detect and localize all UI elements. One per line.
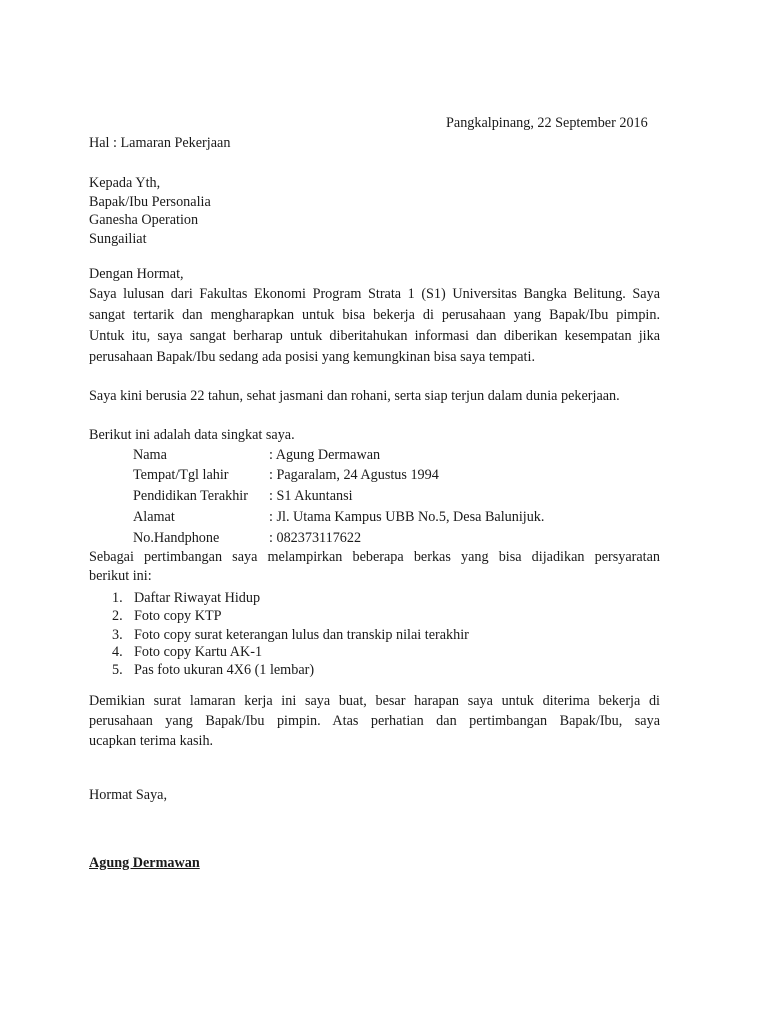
list-text: Foto copy KTP bbox=[134, 608, 222, 624]
recipient-line: Kepada Yth, bbox=[89, 175, 161, 191]
paragraph-line: Untuk itu, saya sangat berharap untuk diberitahukan informasi dan diberikan kesempatan jika bbox=[89, 328, 660, 344]
signature-name: Agung Dermawan bbox=[89, 855, 200, 871]
paragraph-line: Demikian surat lamaran kerja ini saya buat, besar harapan saya untuk diterima bekerja di bbox=[89, 693, 660, 709]
recipient-line: Sungailiat bbox=[89, 231, 147, 247]
closing-paragraph bbox=[89, 691, 660, 751]
paragraph-line: sangat tertarik dan mengharapkan untuk bisa bekerja di perusahaan yang Bapak/Ibu pimpin. bbox=[89, 307, 660, 323]
sign-off: Hormat Saya, bbox=[89, 787, 168, 803]
data-label: Alamat bbox=[133, 509, 175, 525]
data-label: Pendidikan Terakhir bbox=[133, 488, 248, 504]
attachments-intro bbox=[89, 548, 660, 586]
paragraph-line: perusahaan Bapak/Ibu sedang ada posisi yang kemungkinan bisa saya tempati. bbox=[89, 349, 535, 365]
age-paragraph: Saya kini berusia 22 tahun, sehat jasmani dan rohani, serta siap terjun dalam dunia pekerjaan. bbox=[89, 388, 620, 404]
data-value: : Jl. Utama Kampus UBB No.5, Desa Balunijuk. bbox=[269, 509, 545, 525]
intro-paragraph bbox=[89, 284, 660, 368]
paragraph-line: ucapkan terima kasih. bbox=[89, 733, 214, 749]
data-label: Nama bbox=[133, 447, 167, 463]
paragraph-line: perusahaan yang Bapak/Ibu pimpin. Atas perhatian dan pertimbangan Bapak/Ibu, saya bbox=[89, 713, 660, 729]
list-text: Daftar Riwayat Hidup bbox=[134, 590, 261, 606]
list-number: 5. bbox=[112, 662, 123, 678]
subject-line: Hal : Lamaran Pekerjaan bbox=[89, 135, 231, 151]
list-number: 3. bbox=[112, 627, 123, 643]
list-number: 1. bbox=[112, 590, 123, 606]
list-text: Foto copy Kartu AK-1 bbox=[134, 644, 263, 660]
list-number: 4. bbox=[112, 644, 123, 660]
date-line: Pangkalpinang, 22 September 2016 bbox=[446, 115, 648, 131]
data-value: : S1 Akuntansi bbox=[269, 488, 353, 504]
paragraph-line: Sebagai pertimbangan saya melampirkan beberapa berkas yang bisa dijadikan persyaratan bbox=[89, 549, 660, 565]
recipient-line: Bapak/Ibu Personalia bbox=[89, 194, 211, 210]
data-value: : 082373117622 bbox=[269, 530, 362, 546]
list-number: 2. bbox=[112, 608, 123, 624]
recipient-line: Ganesha Operation bbox=[89, 212, 199, 228]
data-label: Tempat/Tgl lahir bbox=[133, 467, 229, 483]
data-value: : Pagaralam, 24 Agustus 1994 bbox=[269, 467, 439, 483]
data-value: : Agung Dermawan bbox=[269, 447, 381, 463]
salutation: Dengan Hormat, bbox=[89, 266, 184, 282]
data-intro: Berikut ini adalah data singkat saya. bbox=[89, 427, 295, 443]
data-label: No.Handphone bbox=[133, 530, 220, 546]
list-text: Pas foto ukuran 4X6 (1 lembar) bbox=[134, 662, 315, 678]
paragraph-line: berikut ini: bbox=[89, 568, 152, 584]
list-text: Foto copy surat keterangan lulus dan transkip nilai terakhir bbox=[134, 627, 469, 643]
paragraph-line: Saya lulusan dari Fakultas Ekonomi Program Strata 1 (S1) Universitas Bangka Belitung. Saya bbox=[89, 286, 660, 302]
